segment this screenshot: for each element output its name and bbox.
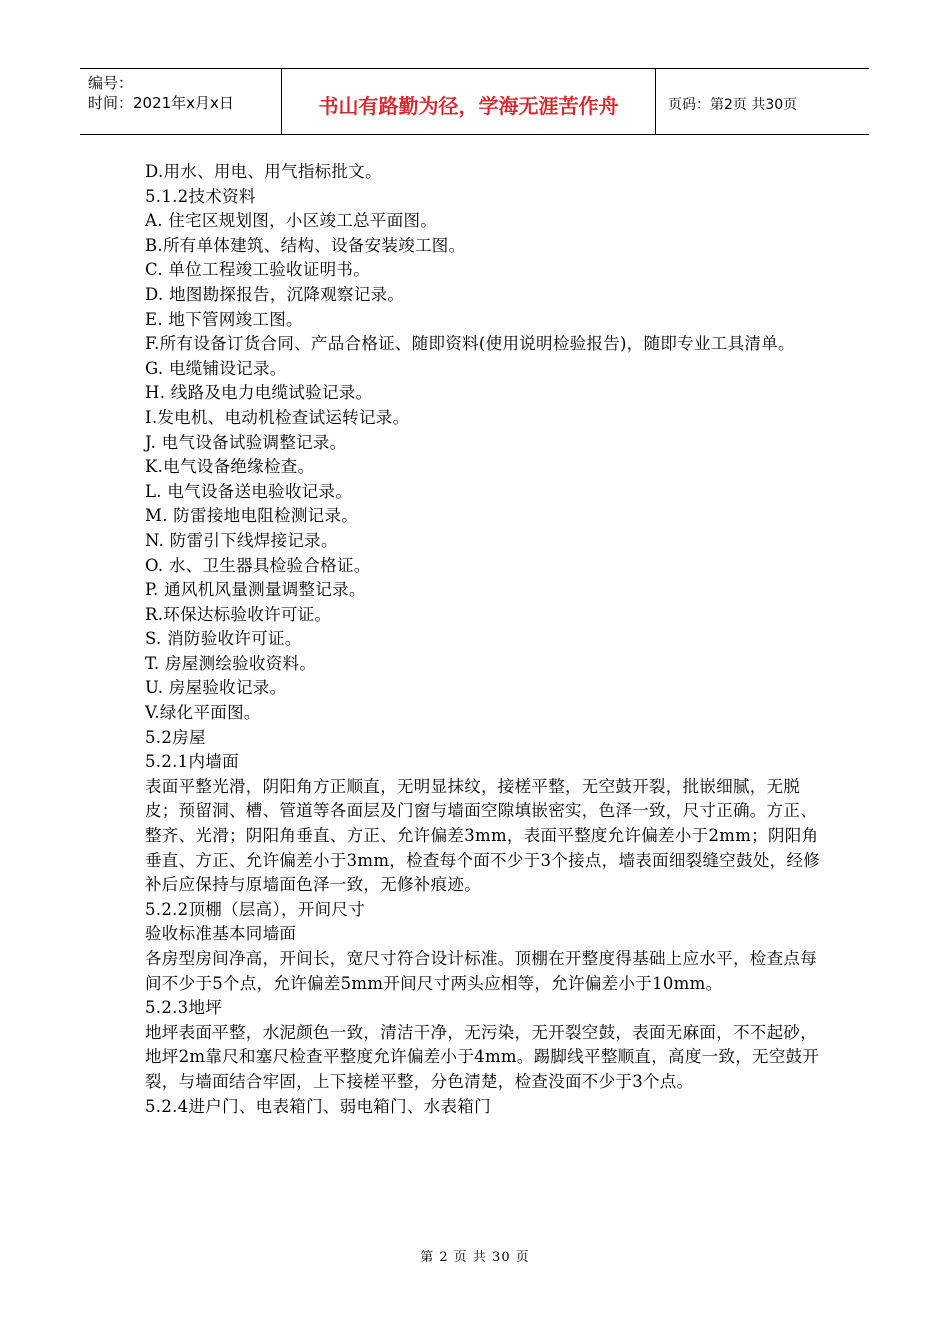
header-page-number: 页码：第2页 共30页 [668,96,798,113]
list-item: R.环保达标验收许可证。 [145,604,332,624]
header-info-cell [80,69,282,134]
list-item: O. 水、卫生器具检验合格证。 [145,555,371,575]
section-heading: 5.2房屋 [145,727,206,747]
document-number-label: 编号： [88,74,134,92]
list-item: A. 住宅区规划图，小区竣工总平面图。 [145,211,438,231]
paragraph: D.用水、用电、用气指标批文。 [145,162,382,181]
list-item: K.电气设备绝缘检查。 [145,457,315,477]
paragraph: 表面平整光滑，阴阳角方正顺直，无明显抹纹，接槎平整，无空鼓开裂，批嵌细腻，无脱皮；预留洞、槽、管道等各面层及门窗与墙面空隙填嵌密实，色泽一致，尺寸正确。方正、整齐、光滑；阴阳角垂直、方正、允许偏差3mm，表面平整度允许偏差小于2mm；阴阳角垂直、方正、允许偏差小于3mm，检查每个面不少于3个接点，墙表面细裂缝空鼓处，经修补后应保持与原墙面色泽一致，无修补痕迹。 [145,776,821,895]
list-item: H. 线路及电力电缆试验记录。 [145,383,373,403]
document-body [145,160,825,1119]
list-item: U. 房屋验收记录。 [145,678,287,698]
list-item: B.所有单体建筑、结构、设备安装竣工图。 [145,235,466,255]
section-heading: 5.1.2技术资料 [145,186,256,206]
list-item: S. 消防验收许可证。 [145,629,302,649]
subsection-heading: 5.2.4进户门、电表箱门、弱电箱门、水表箱门 [145,1096,491,1116]
header-motto-cell [282,69,656,134]
paragraph: 各房型房间净高，开间长，宽尺寸符合设计标准。顶棚在开整度得基础上应水平，检查点每间不少于5个点，允许偏差5mm开间尺寸两头应相等，允许偏差小于10mm。 [145,949,817,993]
list-item: M. 防雷接地电阻检测记录。 [145,506,359,526]
page-header [80,68,869,135]
paragraph: 地坪表面平整，水泥颜色一致，清洁干净，无污染，无开裂空鼓，表面无麻面，不不起砂，地坪2m靠尺和塞尺检查平整度允许偏差小于4mm。踢脚线平整顺直，高度一致，无空鼓开裂，与墙面结合牢固，上下接槎平整，分色清楚，检查没面不少于3个点。 [145,1022,820,1091]
subsection-heading: 5.2.2顶棚（层高），开间尺寸 [145,899,366,919]
list-item: L. 电气设备送电验收记录。 [145,481,353,501]
list-item: I.发电机、电动机检查试运转记录。 [145,407,410,427]
list-item: J. 电气设备试验调整记录。 [145,432,347,452]
paragraph: 验收标准基本同墙面 [145,924,297,944]
list-item: V.绿化平面图。 [145,703,261,723]
list-item: P. 通风机风量测量调整记录。 [145,580,366,600]
footer-page-number: 第 2 页 共 30 页 [420,1250,530,1265]
list-item: D. 地图勘探报告，沉降观察记录。 [145,284,405,304]
header-page-cell [656,69,869,134]
page-footer [0,1246,950,1265]
list-item: F.所有设备订货合同、产品合格证、随即资料(使用说明检验报告)，随即专业工具清单。 [145,334,795,354]
list-item: N. 防雷引下线焊接记录。 [145,530,338,550]
list-item: E. 地下管网竣工图。 [145,309,303,329]
list-item: T. 房屋测绘验收资料。 [145,653,317,673]
list-item: G. 电缆铺设记录。 [145,358,287,378]
document-time-label: 时间：2021年x月x日 [88,94,234,112]
list-item: C. 单位工程竣工验收证明书。 [145,260,371,280]
subsection-heading: 5.2.3地坪 [145,998,223,1018]
subsection-heading: 5.2.1内墙面 [145,752,239,772]
header-motto: 书山有路勤为径，学海无涯苦作舟 [318,94,619,118]
